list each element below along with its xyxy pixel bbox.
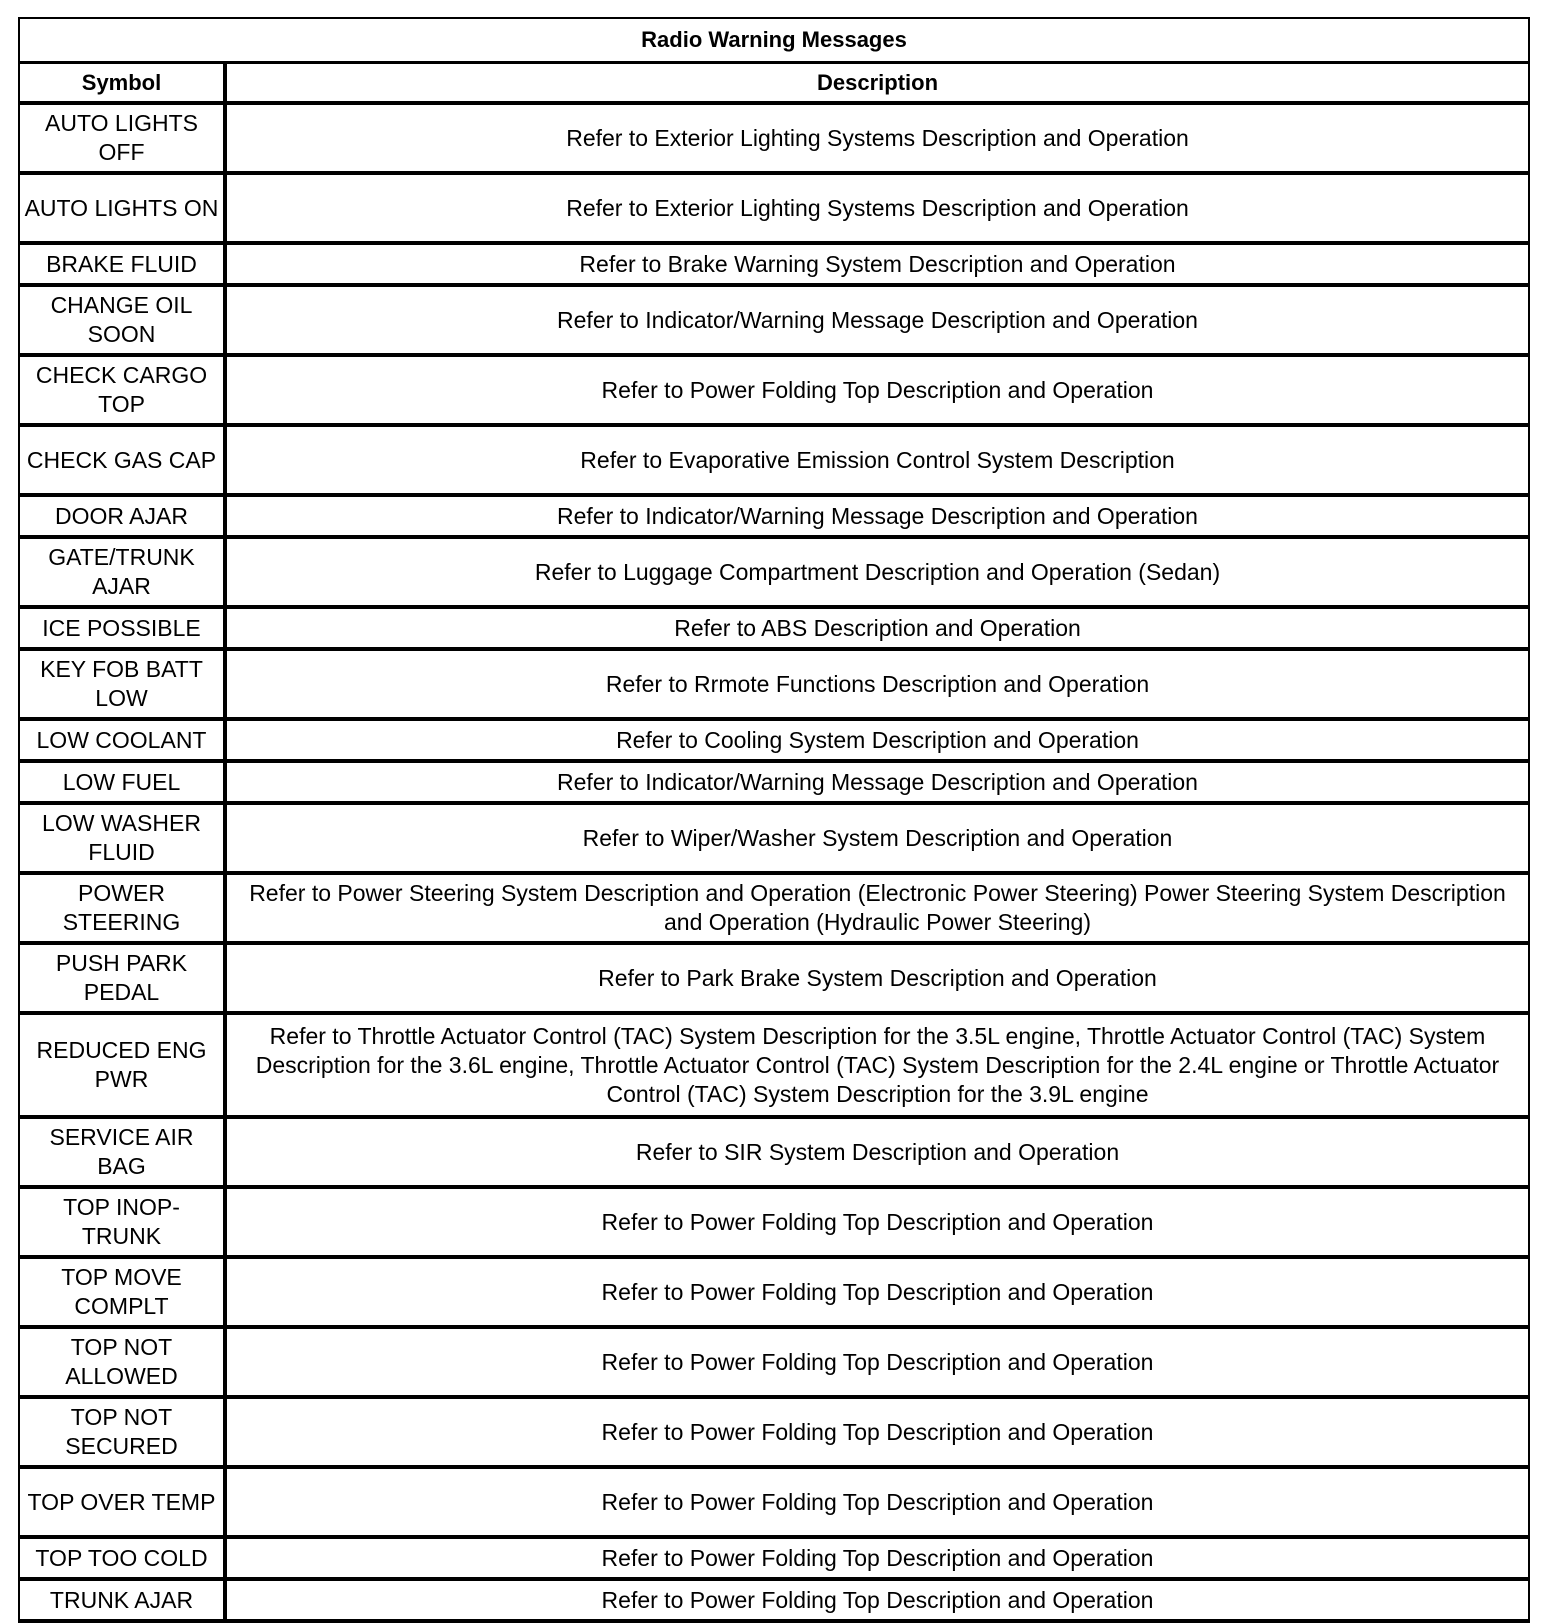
table-row (19, 1187, 1529, 1257)
description-cell: Refer to Cooling System Description and Operation (225, 719, 1529, 761)
symbol-cell: CHANGE OIL SOON (19, 285, 225, 355)
symbol-cell: LOW FUEL (19, 761, 225, 803)
description-cell: Refer to Throttle Actuator Control (TAC) System Description for the 3.5L engine, Throttle Actuator Control (TAC) System Description for the 3.6L engine, Throttle Actuator Control (TAC) System Description for the 2.4L engine or Throttle Actuator Control (TAC) System Description for the 3.9L engine (225, 1013, 1529, 1117)
symbol-cell: AUTO LIGHTS OFF (19, 103, 225, 173)
description-cell: Refer to Power Folding Top Description and Operation (225, 1397, 1529, 1467)
table-row (19, 1257, 1529, 1327)
table-row (19, 1013, 1529, 1117)
table-row (19, 1397, 1529, 1467)
table-row (19, 1579, 1529, 1621)
table-row (19, 285, 1529, 355)
table-title: Radio Warning Messages (19, 18, 1529, 62)
table-row (19, 607, 1529, 649)
symbol-cell: ICE POSSIBLE (19, 607, 225, 649)
symbol-cell: CHECK CARGO TOP (19, 355, 225, 425)
description-cell: Refer to Exterior Lighting Systems Description and Operation (225, 103, 1529, 173)
description-cell: Refer to Power Folding Top Description and Operation (225, 1327, 1529, 1397)
table-row (19, 103, 1529, 173)
description-cell: Refer to Indicator/Warning Message Description and Operation (225, 761, 1529, 803)
symbol-cell: POWER STEERING (19, 873, 225, 943)
description-cell: Refer to Indicator/Warning Message Description and Operation (225, 495, 1529, 537)
symbol-cell: PUSH PARK PEDAL (19, 943, 225, 1013)
column-header-row (19, 62, 1529, 103)
symbol-cell: LOW COOLANT (19, 719, 225, 761)
table-row (19, 1117, 1529, 1187)
description-cell: Refer to Brake Warning System Description and Operation (225, 243, 1529, 285)
table-row (19, 173, 1529, 243)
warning-messages-table (18, 17, 1530, 1623)
description-cell: Refer to Evaporative Emission Control System Description (225, 425, 1529, 495)
description-cell: Refer to Indicator/Warning Message Description and Operation (225, 285, 1529, 355)
description-cell: Refer to Exterior Lighting Systems Description and Operation (225, 173, 1529, 243)
table-row (19, 943, 1529, 1013)
description-cell: Refer to Power Folding Top Description and Operation (225, 1579, 1529, 1621)
table-row (19, 537, 1529, 607)
table-row (19, 425, 1529, 495)
table-row (19, 243, 1529, 285)
symbol-cell: GATE/TRUNK AJAR (19, 537, 225, 607)
symbol-cell: SERVICE AIR BAG (19, 1117, 225, 1187)
symbol-cell: TOP NOT SECURED (19, 1397, 225, 1467)
symbol-cell: TOP OVER TEMP (19, 1467, 225, 1537)
symbol-cell: CHECK GAS CAP (19, 425, 225, 495)
symbol-cell: KEY FOB BATT LOW (19, 649, 225, 719)
symbol-cell: BRAKE FLUID (19, 243, 225, 285)
description-cell: Refer to Power Folding Top Description and Operation (225, 1537, 1529, 1579)
description-cell: Refer to Power Folding Top Description and Operation (225, 1187, 1529, 1257)
description-cell: Refer to Power Steering System Description and Operation (Electronic Power Steering) Power Steering System Description and Operation (Hydraulic Power Steering) (225, 873, 1529, 943)
description-cell: Refer to Park Brake System Description and Operation (225, 943, 1529, 1013)
symbol-cell: TOP NOT ALLOWED (19, 1327, 225, 1397)
symbol-cell: TOP MOVE COMPLT (19, 1257, 225, 1327)
description-cell: Refer to Power Folding Top Description and Operation (225, 355, 1529, 425)
description-cell: Refer to Power Folding Top Description and Operation (225, 1257, 1529, 1327)
table-row (19, 1537, 1529, 1579)
description-cell: Refer to Rrmote Functions Description and Operation (225, 649, 1529, 719)
table-row (19, 719, 1529, 761)
table-row (19, 1467, 1529, 1537)
symbol-cell: LOW WASHER FLUID (19, 803, 225, 873)
description-cell: Refer to Luggage Compartment Description and Operation (Sedan) (225, 537, 1529, 607)
symbol-cell: DOOR AJAR (19, 495, 225, 537)
symbol-cell: TOP TOO COLD (19, 1537, 225, 1579)
table-row (19, 495, 1529, 537)
column-header-symbol: Symbol (19, 62, 225, 103)
table-row (19, 649, 1529, 719)
table-title-row (19, 18, 1529, 62)
symbol-cell: TRUNK AJAR (19, 1579, 225, 1621)
description-cell: Refer to Wiper/Washer System Description and Operation (225, 803, 1529, 873)
symbol-cell: REDUCED ENG PWR (19, 1013, 225, 1117)
column-header-description: Description (225, 62, 1529, 103)
table-body (19, 103, 1529, 1621)
description-cell: Refer to Power Folding Top Description and Operation (225, 1467, 1529, 1537)
table-row (19, 1327, 1529, 1397)
description-cell: Refer to SIR System Description and Operation (225, 1117, 1529, 1187)
table-row (19, 355, 1529, 425)
table-row (19, 803, 1529, 873)
description-cell: Refer to ABS Description and Operation (225, 607, 1529, 649)
table-row (19, 761, 1529, 803)
table-row (19, 873, 1529, 943)
symbol-cell: AUTO LIGHTS ON (19, 173, 225, 243)
symbol-cell: TOP INOP-TRUNK (19, 1187, 225, 1257)
